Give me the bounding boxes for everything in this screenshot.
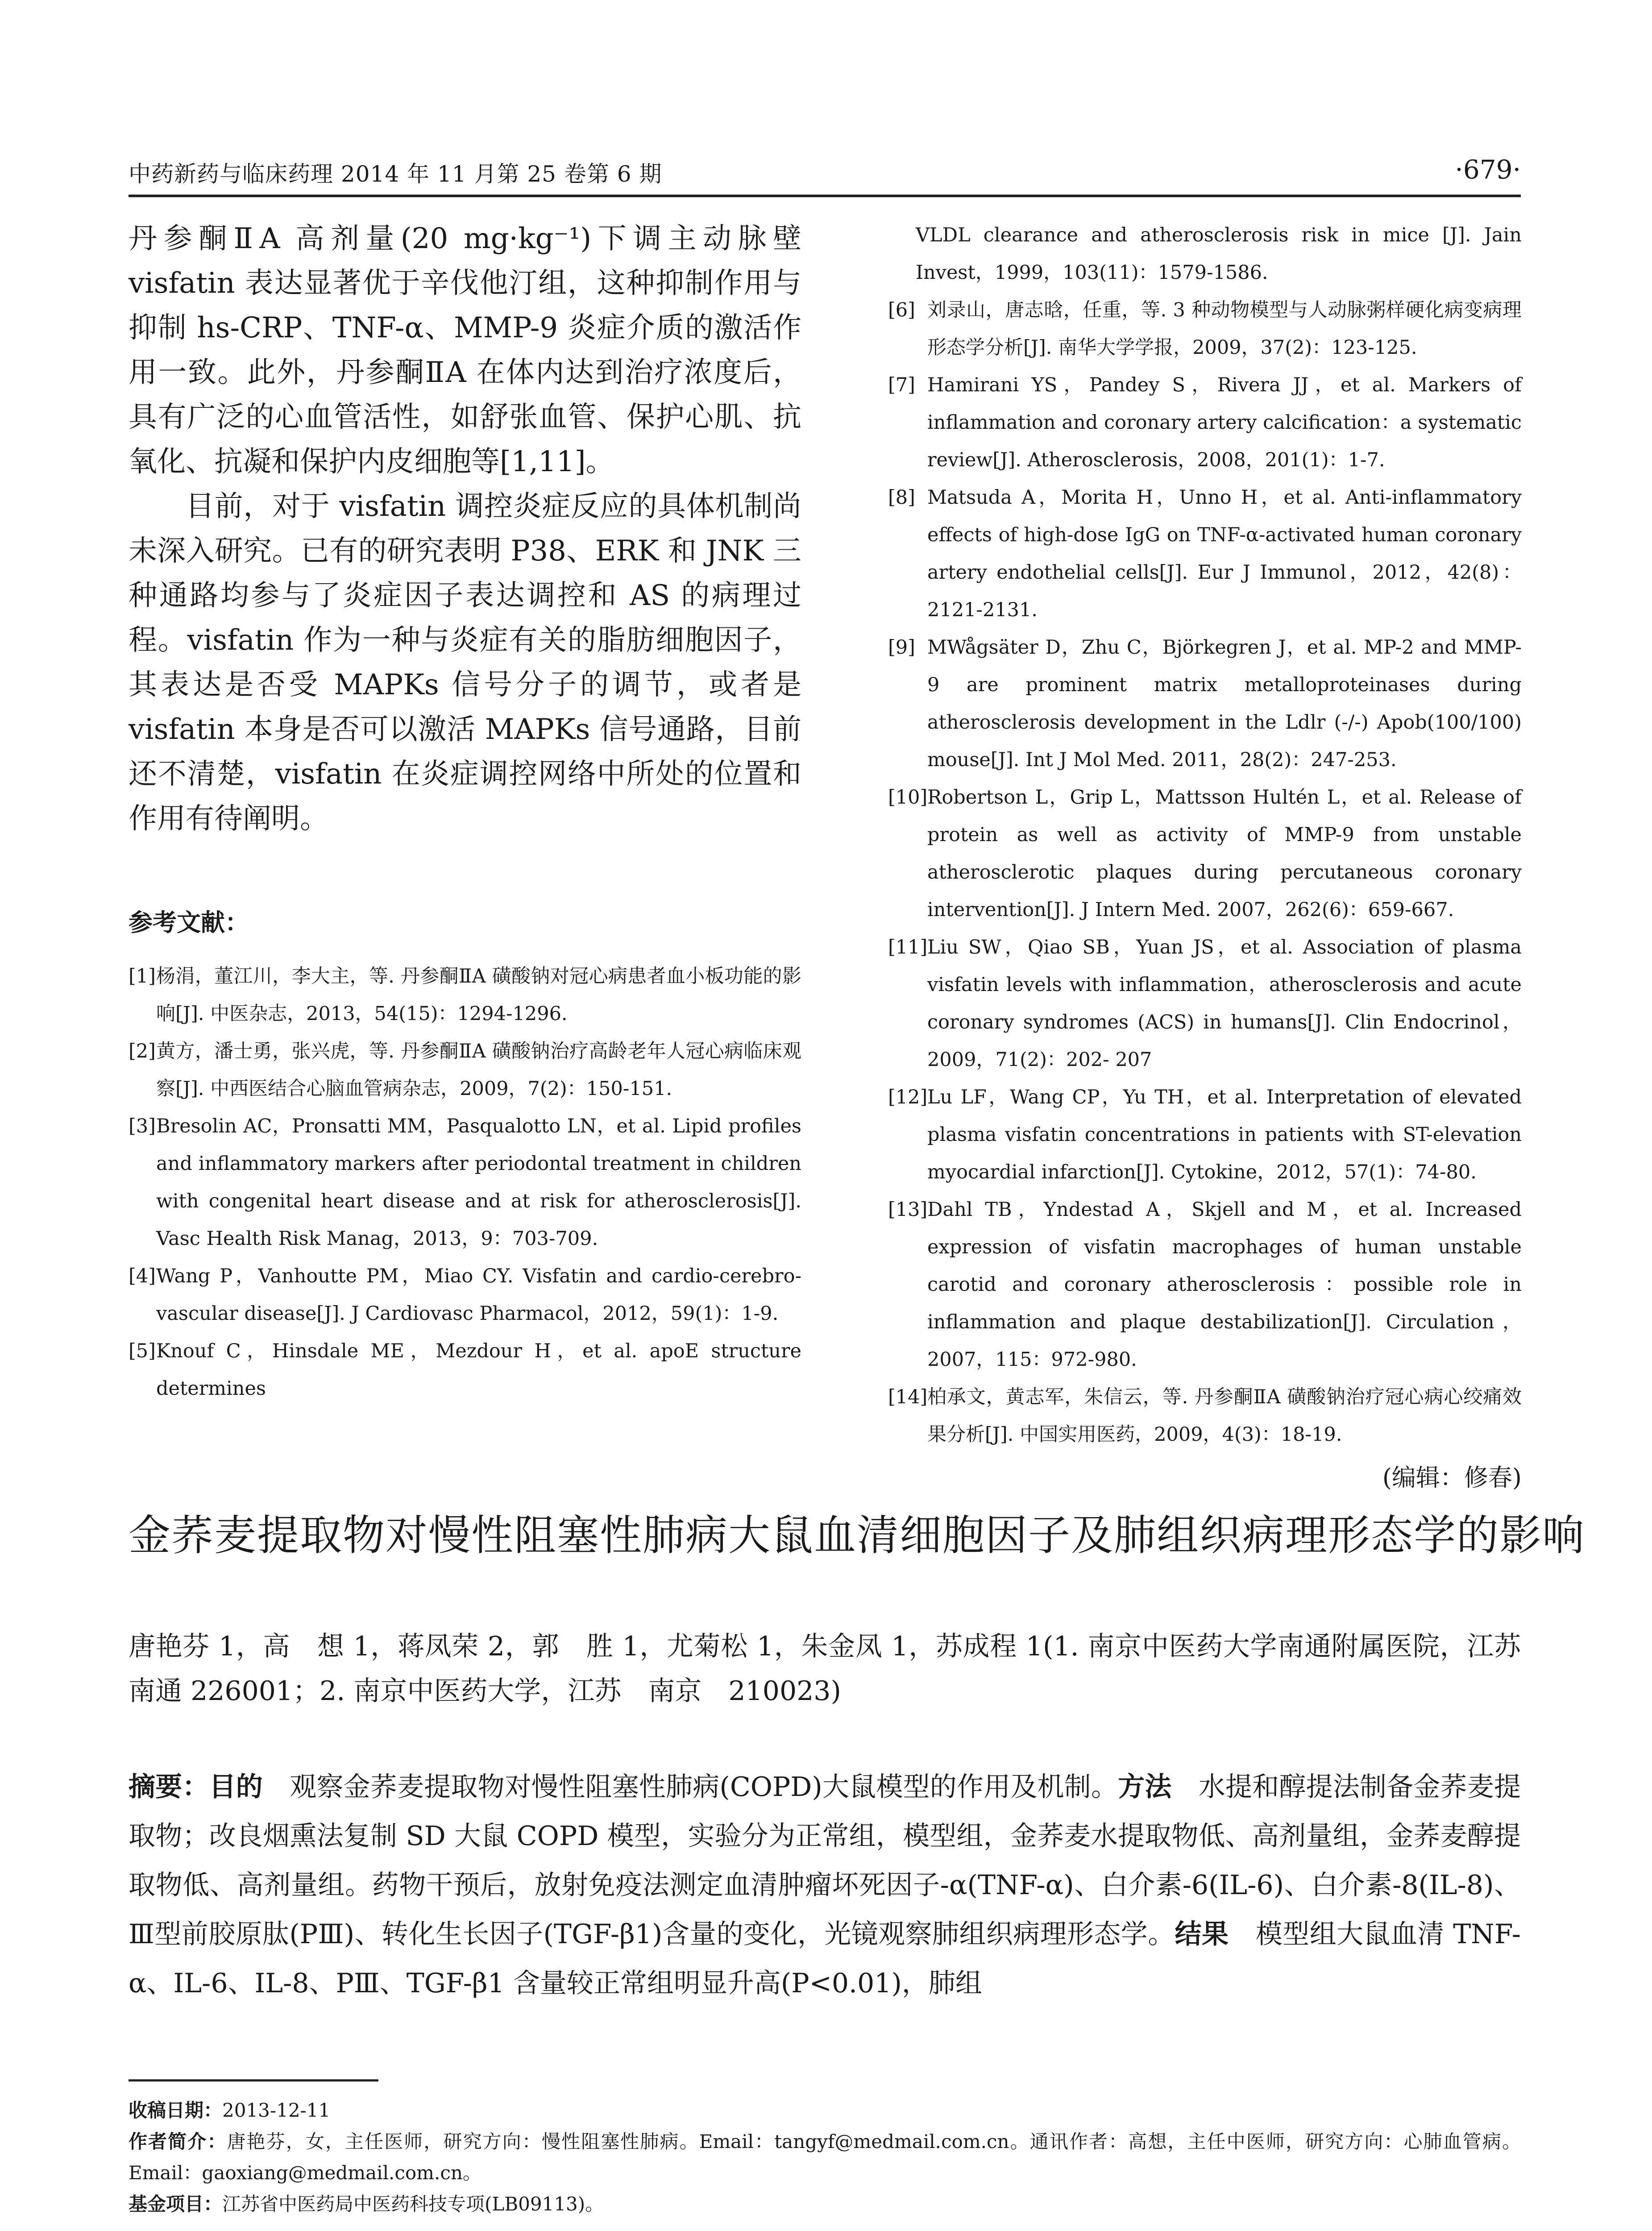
abstract-body — [129, 1771, 1521, 1999]
reference-text: Wang P，Vanhoutte PM，Miao CY. Visfatin and cardio-cerebro-vascular disease[J]. J Cardiovasc Pharmacol，2012，59(1)：1-9. — [156, 1265, 801, 1325]
footnote-rule — [129, 2079, 378, 2082]
reference-text: MWågsäter D，Zhu C，Björkegren J，et al. MP-2 and MMP-9 are prominent matrix metalloproteinases during atherosclerosis development in the Ldlr (-/-) Apob(100/100) mouse[J]. Int J Mol Med. 2011，28(2)：247-253. — [927, 636, 1522, 771]
reference-number: [12] — [888, 1086, 928, 1108]
fund-info: 江苏省中医药局中医药科技专项(LB09113)。 — [222, 2193, 604, 2215]
reference-text: Lu LF，Wang CP，Yu TH，et al. Interpretation of elevated plasma visfatin concentrations in patients with ST-elevation myocardial infarction[J]. Cytokine，2012，57(1)：74-80. — [927, 1086, 1522, 1183]
reference-text: 刘录山，唐志晗，任重，等. 3 种动物模型与人动脉粥样硬化病变病理形态学分析[J]. 南华大学学报，2009，37(2)：123-125. — [927, 299, 1522, 359]
running-header — [129, 152, 1521, 201]
abstract-text: 观察金荞麦提取物对慢性阻塞性肺病(COPD)大鼠模型的作用及机制。 — [263, 1771, 1118, 1803]
reference-number: [13] — [888, 1198, 928, 1221]
reference-number: [8] — [888, 486, 915, 509]
abstract-keyword: 目的 — [209, 1771, 263, 1803]
reference-item — [888, 629, 1522, 779]
reference-item — [888, 929, 1522, 1078]
references-heading: 参考文献： — [129, 908, 249, 937]
reference-text: 柏承文，黄志军，朱信云，等. 丹参酮ⅡA 磺酸钠治疗冠心病心绞痛效果分析[J]. 中国实用医药，2009，4(3)：18-19. — [927, 1386, 1522, 1446]
reference-text: 黄方，潘士勇，张兴虎，等. 丹参酮ⅡA 磺酸钠治疗高龄老年人冠心病临床观察[J]. 中西医结合心脑血管病杂志，2009，7(2)：150-151. — [156, 1040, 801, 1100]
reference-text: Robertson L，Grip L，Mattsson Hultén L，et al. Release of protein as well as activity of MMP-9 from unstable atherosclerotic plaques during percutaneous coronary intervention[J]. J Intern Med. 2007，262(6)：659-667. — [927, 786, 1522, 921]
abstract-keyword: 结果 — [1175, 1919, 1229, 1950]
reference-text: Matsuda A，Morita H，Unno H，et al. Anti-inflammatory effects of high-dose IgG on TNF-α-activated human coronary artery endothelial cells[J]. Eur J Immunol，2012，42(8)：2121-2131. — [927, 486, 1522, 621]
reference-text: 杨涓，董江川，李大主，等. 丹参酮ⅡA 磺酸钠对冠心病患者血小板功能的影响[J]. 中医杂志，2013，54(15)：1294-1296. — [156, 965, 801, 1025]
reference-number: [6] — [888, 299, 915, 321]
abstract-label: 摘要： — [129, 1771, 209, 1803]
reference-item — [129, 1332, 801, 1407]
right-column — [888, 216, 1522, 1493]
received-label: 收稿日期： — [129, 2099, 223, 2121]
reference-number: [4] — [129, 1265, 156, 1287]
header-rule — [129, 195, 1521, 197]
reference-text: Liu SW，Qiao SB，Yuan JS，et al. Association of plasma visfatin levels with inflammation，atherosclerosis and acute coronary syndromes (ACS) in humans[J]. Clin Endocrinol，2009，71(2)：202- 207 — [927, 936, 1522, 1071]
page-number: ·679· — [1455, 154, 1521, 185]
footnotes — [129, 2095, 1521, 2220]
abstract-keyword: 方法 — [1118, 1771, 1172, 1803]
received-date: 2013-12-11 — [222, 2099, 331, 2121]
reference-number: [3] — [129, 1115, 156, 1137]
author-label: 作者简介： — [129, 2131, 227, 2152]
footnote-received — [129, 2095, 1521, 2126]
body-paragraph-2: 目前，对于 visfatin 调控炎症反应的具体机制尚未深入研究。已有的研究表明 P38、ERK 和 JNK 三种通路均参与了炎症因子表达调控和 AS 的病理过程。visfatin 作为一种与炎症有关的脂肪细胞因子，其表达是否受 MAPKs 信号分子的调节，或者是 visfatin 本身是否可以激活 MAPKs 信号通路，目前还不清楚，visfatin 在炎症调控网络中所处的位置和作用有待阐明。 — [129, 490, 801, 835]
reference-number: [14] — [888, 1386, 928, 1408]
reference-item — [888, 291, 1522, 366]
reference-number: [9] — [888, 636, 915, 659]
footnote-author — [129, 2126, 1521, 2189]
reference-text: Bresolin AC，Pronsatti MM，Pasqualotto LN，et al. Lipid profiles and inflammatory markers after periodontal treatment in children with congenital heart disease and at risk for atherosclerosis[J]. Vasc Health Risk Manag，2013，9：703-709. — [156, 1115, 801, 1250]
author-info: 唐艳芬，女，主任医师，研究方向：慢性阻塞性肺病。Email：tangyf@medmail.com.cn。通讯作者：高想，主任中医师，研究方向：心肺血管病。Email：gaoxiang@medmail.com.cn。 — [129, 2131, 1521, 2184]
reference-number: [1] — [129, 965, 156, 987]
reference-item — [129, 1107, 801, 1257]
reference-number: [10] — [888, 786, 928, 809]
reference-item — [129, 1257, 801, 1332]
reference-5-continued: VLDL clearance and atherosclerosis risk in mice [J]. Jain Invest，1999，103(11)：1579-1586. — [916, 224, 1522, 284]
reference-item — [888, 1078, 1522, 1191]
article-title: 金荞麦提取物对慢性阻塞性肺病大鼠血清细胞因子及肺组织病理形态学的影响 — [129, 1511, 1586, 1560]
reference-number: [2] — [129, 1040, 156, 1062]
reference-item — [888, 1191, 1522, 1378]
footnote-fund — [129, 2189, 1521, 2220]
reference-number: [11] — [888, 936, 928, 958]
author-affiliations: 唐艳芬 1，高 想 1，蒋凤荣 2，郭 胜 1，尤菊松 1，朱金凤 1，苏成程 1(1. 南京中医药大学南通附属医院，江苏 南通 226001；2. 南京中医药大学，江苏 南京 210023) — [129, 1631, 1521, 1707]
left-column — [129, 216, 801, 1407]
body-paragraph-1: 丹参酮ⅡA 高剂量(20 mg·kg⁻¹)下调主动脉壁 visfatin 表达显著优于辛伐他汀组，这种抑制作用与抑制 hs-CRP、TNF-α、MMP-9 炎症介质的激活作用一致。此外，丹参酮ⅡA 在体内达到治疗浓度后，具有广泛的心血管活性，如舒张血管、保护心肌、抗氧化、抗凝和保护内皮细胞等[1,11]。 — [129, 222, 801, 478]
reference-number: [7] — [888, 374, 915, 396]
reference-text: Knouf C，Hinsdale ME，Mezdour H，et al. apoE structure determines — [156, 1340, 801, 1400]
reference-item — [888, 779, 1522, 929]
reference-item — [129, 958, 801, 1033]
journal-name: 中药新药与临床药理 2014 年 11 月第 25 卷第 6 期 — [129, 161, 662, 187]
reference-item — [129, 1033, 801, 1107]
reference-item — [888, 479, 1522, 629]
reference-text: Hamirani YS，Pandey S，Rivera JJ，et al. Markers of inflammation and coronary artery calcification：a systematic review[J]. Atherosclerosis，2008，201(1)：1-7. — [927, 374, 1522, 471]
editor-note: (编辑：修春) — [1382, 1464, 1522, 1492]
abstract — [129, 1762, 1521, 2008]
reference-item — [888, 1378, 1522, 1453]
abstract-text: 水提和醇提法制备金荞麦提取物；改良烟熏法复制 SD 大鼠 COPD 模型，实验分为正常组，模型组，金荞麦水提取物低、高剂量组，金荞麦醇提取物低、高剂量组。药物干预后，放射免疫法测定血清肿瘤坏死因子-α(TNF-α)、白介素-6(IL-6)、白介素-8(IL-8)、Ⅲ型前胶原肽(PⅢ)、转化生长因子(TGF-β1)含量的变化，光镜观察肺组织病理形态学。 — [129, 1771, 1521, 1950]
reference-list-left — [129, 958, 801, 1407]
reference-item — [888, 366, 1522, 479]
reference-text: Dahl TB，Yndestad A，Skjell and M，et al. Increased expression of visfatin macrophages of human unstable carotid and coronary atherosclerosis：possible role in inflammation and plaque destabilization[J]. Circulation，2007，115：972-980. — [927, 1198, 1522, 1371]
reference-list-right — [888, 291, 1522, 1453]
abstract-text: 模型组大鼠血清 TNF-α、IL-6、IL-8、PⅢ、TGF-β1 含量较正常组明显升高(P<0.01)，肺组 — [129, 1919, 1521, 1999]
fund-label: 基金项目： — [129, 2193, 223, 2215]
reference-number: [5] — [129, 1340, 156, 1362]
